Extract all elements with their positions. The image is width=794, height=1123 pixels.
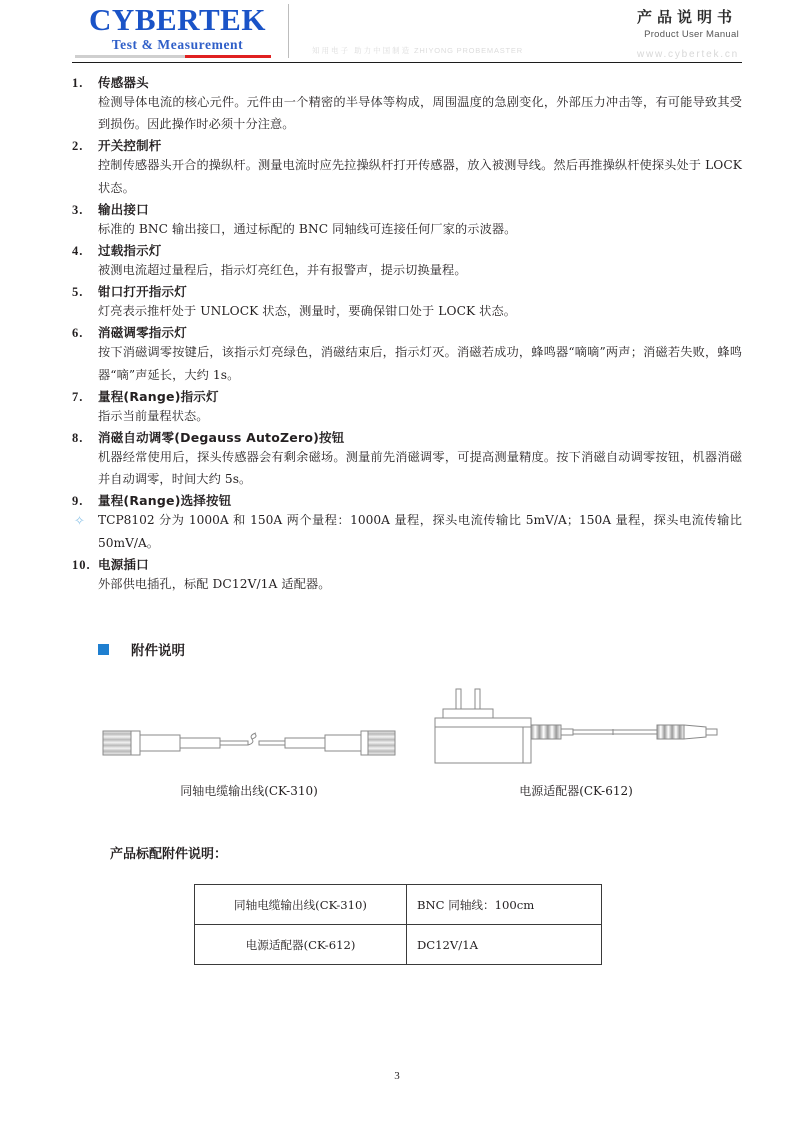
list-item-title: 传感器头: [98, 75, 149, 90]
list-item-title: 开关控制杆: [98, 138, 162, 154]
list-item: [72, 555, 742, 595]
header-watermark-cn: 知用电子 助力中国制造: [312, 46, 412, 55]
list-item-title: 消磁调零指示灯: [98, 325, 187, 341]
list-item-number: 1.: [72, 76, 84, 90]
list-item-title: 量程(Range)指示灯: [98, 388, 219, 404]
header-watermark-en: ZHIYONG PROBEMASTER: [413, 46, 523, 55]
list-item: [72, 200, 742, 240]
header-website-url: www.cybertek.cn: [636, 49, 739, 60]
list-item-number: 3.: [72, 202, 84, 217]
list-item: [72, 428, 742, 490]
list-item-title: 消磁自动调零(Degauss AutoZero)按钮: [98, 430, 345, 446]
table-cell-name: 同轴电缆输出线(CK-310): [195, 885, 407, 925]
blue-square-bullet-icon: [98, 644, 109, 655]
list-item-number: 2.: [72, 139, 84, 154]
section-title-text: 附件说明: [131, 643, 185, 660]
list-item-header: [72, 555, 742, 573]
list-item-number: 8.: [72, 431, 84, 446]
table-row: [195, 885, 602, 925]
list-item-header: [72, 323, 742, 341]
list-item: [72, 241, 742, 281]
figure-coaxial-cable: [94, 715, 404, 799]
power-adapter-icon: [431, 685, 721, 771]
document-content: [0, 73, 794, 965]
logo-wordmark: CYBERTEK: [89, 2, 266, 37]
logo-tagline: Test & Measurement: [111, 36, 244, 52]
diamond-bullet-icon: ✧: [74, 513, 85, 529]
list-item-header: [72, 428, 742, 446]
table-cell-value: DC12V/1A: [407, 925, 602, 965]
coaxial-cable-icon: [99, 715, 399, 771]
accessories-table-heading: 产品标配附件说明：: [110, 847, 228, 863]
list-item-body: 外部供电插孔，标配 DC12V/1A 适配器。: [98, 576, 331, 591]
list-item-header: [72, 491, 742, 509]
list-item-title: 量程(Range)选择按钮: [98, 493, 232, 509]
list-item-header: [72, 282, 742, 300]
list-item-number: 9.: [72, 494, 84, 509]
page-footer: [0, 1070, 794, 1082]
figure-caption: 同轴电缆输出线(CK-310): [180, 784, 318, 799]
list-item-title: 输出接口: [98, 201, 149, 217]
list-item: [72, 73, 742, 135]
diamond-note: [72, 509, 742, 553]
accessories-table: [194, 884, 602, 965]
list-item-number: 10.: [72, 557, 91, 572]
list-item-body: 控制传感器头开合的操纵杆。测量电流时应先拉操纵杆打开传感器，放入被测导线。然后再推操纵杆使探头处于 LOCK 状态。: [98, 158, 742, 195]
company-logo: [75, 4, 280, 58]
diamond-note-text: TCP8102 分为 1000A 和 150A 两个量程：1000A 量程，探头电流传输比 5mV/A；150A 量程，探头电流传输比 50mV/A。: [98, 513, 742, 550]
list-item-title: 过载指示灯: [98, 243, 162, 259]
accessories-section-heading: [98, 639, 742, 659]
logo-underline-rule: [75, 55, 271, 58]
list-item-title: 电源插口: [98, 556, 149, 572]
list-item-body: 标准的 BNC 输出接口，通过标配的 BNC 同轴线可连接任何厂家的示波器。: [98, 221, 517, 236]
list-item-body: 灯亮表示推杆处于 UNLOCK 状态，测量时，要确保钳口处于 LOCK 状态。: [98, 304, 517, 319]
header-watermark-text: [312, 45, 523, 56]
list-item-body: 指示当前量程状态。: [98, 408, 209, 423]
page-number: 3: [394, 1070, 400, 1082]
list-item-header: [72, 241, 742, 259]
page-header: [0, 0, 794, 72]
list-item-number: 5.: [72, 285, 84, 300]
manual-title-cn: 产品说明书: [636, 9, 737, 26]
list-item-number: 7.: [72, 389, 84, 404]
table-row: [195, 925, 602, 965]
list-item: [72, 387, 742, 427]
table-cell-name: 电源适配器(CK-612): [195, 925, 407, 965]
list-item-header: [72, 73, 742, 91]
list-item: [72, 282, 742, 322]
table-cell-value: BNC 同轴线：100cm: [407, 885, 602, 925]
figure-caption: 电源适配器(CK-612): [519, 784, 633, 799]
list-item-body: 检测导体电流的核心元件。元件由一个精密的半导体等构成，周围温度的急剧变化，外部压力冲击等，有可能导致其受到损伤。因此操作时必须十分注意。: [98, 95, 742, 132]
list-item: [72, 491, 742, 553]
header-horizontal-rule: [72, 62, 742, 63]
list-item: [72, 323, 742, 385]
list-item-header: [72, 387, 742, 405]
manual-title-en: Product User Manual: [644, 29, 739, 40]
list-item-number: 4.: [72, 244, 84, 259]
header-vertical-divider: [288, 4, 289, 58]
list-item-header: [72, 136, 742, 154]
list-item-body: 按下消磁调零按键后，该指示灯亮绿色，消磁结束后，指示灯灭。消磁若成功，蜂鸣器“嘀嘀”两声；消磁若失败，蜂鸣器“嘀”声延长，大约 1s。: [98, 345, 742, 382]
list-item-body: 机器经常使用后，探头传感器会有剩余磁场。测量前先消磁调零，可提高测量精度。按下消磁自动调零按钮，机器消磁并自动调零，时间大约 5s。: [98, 450, 742, 487]
list-item-body: 被测电流超过量程后，指示灯亮红色，并有报警声，提示切换量程。: [98, 263, 467, 278]
figure-power-adapter: [426, 685, 726, 799]
figure-row: [72, 685, 742, 799]
header-title-block: [637, 6, 739, 60]
list-item: [72, 136, 742, 198]
list-item-title: 钳口打开指示灯: [98, 284, 187, 300]
list-item-number: 6.: [72, 326, 84, 341]
list-item-header: [72, 200, 742, 218]
